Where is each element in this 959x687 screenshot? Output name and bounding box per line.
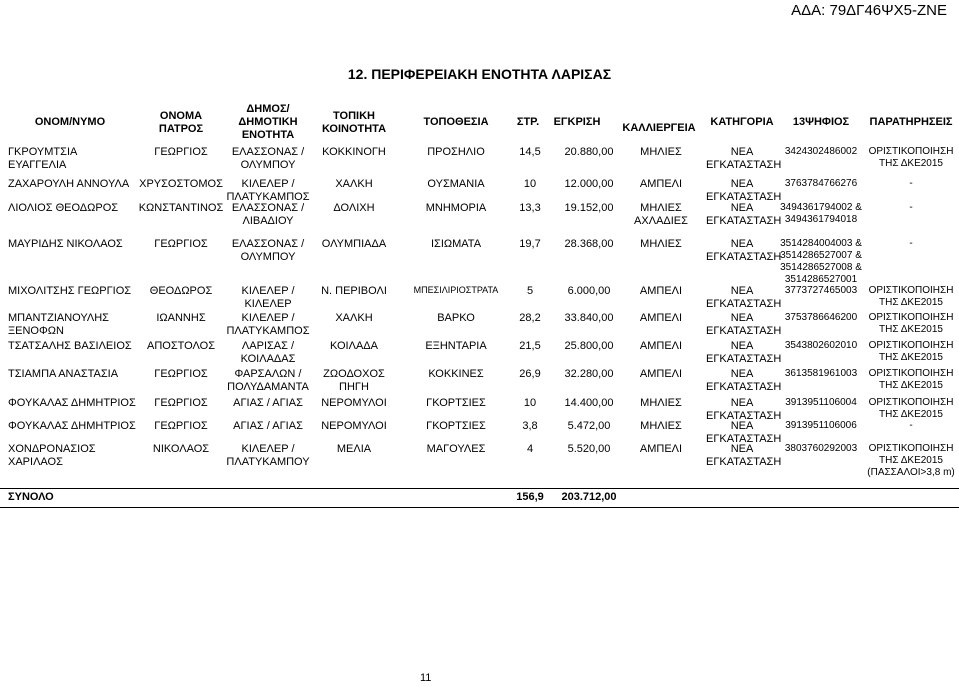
cell-father: ΓΕΩΡΓΙΟΣ (154, 146, 208, 158)
cell-kalliergeia: ΜΗΛΙΕΣ ΑΧΛΑΔΙΕΣ (634, 202, 688, 227)
cell-remarks: ΟΡΙΣΤΙΚΟΠΟΙΗΣΗ ΤΗΣ ΔΚΕ2015 (868, 340, 954, 363)
cell-egkrisi: 19.152,00 (564, 202, 614, 214)
cell-remarks: - (909, 238, 913, 249)
cell-egkrisi: 25.800,00 (564, 340, 614, 352)
cell-code: 3613581961003 (784, 368, 858, 379)
cell-str: 5 (526, 285, 534, 297)
cell-topothesia: ΠΡΟΣΗΛΙΟ (427, 146, 485, 158)
total-str: 156,9 (516, 491, 544, 503)
col-header-kalliergeia: ΚΑΛΛΙΕΡΓΕΙΑ (622, 122, 696, 134)
cell-name: ΧΟΝΔΡΟΝΑΣΙΟΣ ΧΑΡΙΛΑΟΣ (8, 443, 96, 468)
col-header-code: 13ΨΗΦΙΟΣ (792, 116, 850, 128)
cell-father: ΑΠΟΣΤΟΛΟΣ (147, 340, 215, 352)
cell-name: ΤΣΙΑΜΠΑ ΑΝΑΣΤΑΣΙΑ (8, 368, 119, 380)
cell-dimos: ΚΙΛΕΛΕΡ / ΠΛΑΤΥΚΑΜΠΟΣ (226, 178, 310, 203)
cell-str: 28,2 (519, 312, 541, 324)
total-label: ΣΥΝΟΛΟ (8, 491, 54, 503)
cell-father: ΚΩΝΣΤΑΝΤΙΝΟΣ (138, 202, 224, 214)
cell-str: 10 (523, 178, 537, 190)
cell-code: 3773727465003 (784, 285, 858, 296)
cell-code: 3494361794002 & 3494361794018 (780, 202, 862, 225)
cell-katigoria: ΝΕΑ ΕΓΚΑΤΑΣΤΑΣΗ (706, 285, 782, 310)
cell-koinotita: ΝΕΡΟΜΥΛΟΙ (321, 420, 387, 432)
cell-egkrisi: 5.520,00 (567, 443, 611, 455)
cell-kalliergeia: ΑΜΠΕΛΙ (639, 312, 683, 324)
cell-father: ΘΕΟΔΩΡΟΣ (149, 285, 213, 297)
cell-kalliergeia: ΜΗΛΙΕΣ (640, 146, 682, 158)
cell-koinotita: ΟΛΥΜΠΙΑΔΑ (321, 238, 387, 250)
col-header-dimos: ΔΗΜΟΣ/ ΔΗΜΟΤΙΚΗ ΕΝΟΤΗΤΑ (238, 103, 298, 141)
cell-topothesia: ΒΑΡΚΟ (437, 312, 475, 324)
cell-name: ΦΟΥΚΑΛΑΣ ΔΗΜΗΤΡΙΟΣ (8, 420, 136, 432)
cell-kalliergeia: ΜΗΛΙΕΣ (640, 238, 682, 250)
cell-remarks: - (909, 202, 913, 213)
cell-str: 3,8 (522, 420, 538, 432)
cell-katigoria: ΝΕΑ ΕΓΚΑΤΑΣΤΑΣΗ (706, 368, 782, 393)
cell-topothesia: ΕΞΗΝΤΑΡΙΑ (425, 340, 487, 352)
cell-katigoria: ΝΕΑ ΕΓΚΑΤΑΣΤΑΣΗ (706, 397, 782, 422)
cell-dimos: ΦΑΡΣΑΛΩΝ / ΠΟΛΥΔΑΜΑΝΤΑ (227, 368, 309, 393)
cell-dimos: ΕΛΑΣΣΟΝΑΣ / ΛΙΒΑΔΙΟΥ (231, 202, 305, 227)
cell-str: 14,5 (519, 146, 541, 158)
cell-father: ΙΩΑΝΝΗΣ (156, 312, 206, 324)
document-code: ΑΔΑ: 79ΔΓ46ΨΧ5-ΖΝΕ (791, 2, 947, 19)
cell-code: 3424302486002 (784, 146, 858, 157)
col-header-egkrisi: ΕΓΚΡΙΣΗ (553, 116, 601, 128)
cell-topothesia: ΚΟΚΚΙΝΕΣ (428, 368, 484, 380)
cell-topothesia: ΜΠΕΣΙΛΙΡΙΟΣΤΡΑΤΑ (413, 285, 499, 295)
total-bottom-rule (0, 507, 959, 508)
cell-name: ΓΚΡΟΥΜΤΣΙΑ ΕΥΑΓΓΕΛΙΑ (8, 146, 77, 171)
cell-topothesia: ΟΥΣΜΑΝΙΑ (427, 178, 485, 190)
cell-code: 3913951106006 (785, 420, 857, 431)
cell-egkrisi: 28.368,00 (564, 238, 614, 250)
cell-topothesia: ΙΣΙΩΜΑΤΑ (430, 238, 482, 250)
col-header-father: ΟΝΟΜΑ ΠΑΤΡΟΣ (158, 110, 204, 135)
col-header-topothesia: ΤΟΠΟΘΕΣΙΑ (423, 116, 489, 128)
cell-katigoria: ΝΕΑ ΕΓΚΑΤΑΣΤΑΣΗ (706, 178, 782, 203)
cell-father: ΓΕΩΡΓΙΟΣ (154, 397, 208, 409)
cell-kalliergeia: ΑΜΠΕΛΙ (639, 368, 683, 380)
cell-koinotita: ΚΟΙΛΑΔΑ (330, 340, 378, 352)
cell-code: 3543802602010 (784, 340, 858, 351)
cell-code: 3514284004003 & 3514286527007 & 3514286527008 & 3514286527001 (780, 238, 862, 285)
cell-remarks: ΟΡΙΣΤΙΚΟΠΟΙΗΣΗ ΤΗΣ ΔΚΕ2015 (ΠΑΣΣΑΛΟΙ>3,8 m) (867, 443, 955, 478)
col-header-katigoria: ΚΑΤΗΓΟΡΙΑ (710, 116, 774, 128)
cell-egkrisi: 20.880,00 (564, 146, 614, 158)
cell-kalliergeia: ΑΜΠΕΛΙ (639, 178, 683, 190)
cell-name: ΜΙΧΟΛΙΤΣΗΣ ΓΕΩΡΓΙΟΣ (8, 285, 132, 297)
cell-kalliergeia: ΑΜΠΕΛΙ (639, 340, 683, 352)
cell-koinotita: ΔΟΛΙΧΗ (333, 202, 375, 214)
cell-katigoria: ΝΕΑ ΕΓΚΑΤΑΣΤΑΣΗ (706, 340, 782, 365)
cell-str: 10 (523, 397, 537, 409)
cell-katigoria: ΝΕΑ ΕΓΚΑΤΑΣΤΑΣΗ (706, 443, 782, 468)
cell-koinotita: ΧΑΛΚΗ (335, 178, 373, 190)
cell-koinotita: Ν. ΠΕΡΙΒΟΛΙ (321, 285, 387, 297)
cell-str: 26,9 (519, 368, 541, 380)
cell-remarks: ΟΡΙΣΤΙΚΟΠΟΙΗΣΗ ΤΗΣ ΔΚΕ2015 (868, 397, 954, 420)
cell-kalliergeia: ΜΗΛΙΕΣ (640, 420, 682, 432)
cell-name: ΜΠΑΝΤΖΙΑΝΟΥΛΗΣ ΞΕΝΟΦΩΝ (8, 312, 109, 337)
col-header-koinotita: ΤΟΠΙΚΗ ΚΟΙΝΟΤΗΤΑ (321, 110, 387, 135)
cell-str: 21,5 (519, 340, 541, 352)
cell-dimos: ΛΑΡΙΣΑΣ / ΚΟΙΛΑΔΑΣ (240, 340, 296, 365)
cell-koinotita: ΧΑΛΚΗ (335, 312, 373, 324)
cell-remarks: ΟΡΙΣΤΙΚΟΠΟΙΗΣΗ ΤΗΣ ΔΚΕ2015 (868, 146, 954, 169)
cell-remarks: - (909, 178, 913, 189)
col-header-remarks: ΠΑΡΑΤΗΡΗΣΕΙΣ (869, 116, 953, 128)
cell-koinotita: ΚΟΚΚΙΝΟΓΗ (322, 146, 386, 158)
cell-katigoria: ΝΕΑ ΕΓΚΑΤΑΣΤΑΣΗ (706, 420, 782, 445)
cell-topothesia: ΓΚΟΡΤΣΙΕΣ (426, 397, 486, 409)
cell-dimos: ΚΙΛΕΛΕΡ / ΠΛΑΤΥΚΑΜΠΟΣ (226, 312, 310, 337)
cell-code: 3913951106004 (785, 397, 857, 408)
cell-koinotita: ΝΕΡΟΜΥΛΟΙ (321, 397, 387, 409)
cell-str: 19,7 (519, 238, 541, 250)
cell-egkrisi: 14.400,00 (564, 397, 614, 409)
cell-katigoria: ΝΕΑ ΕΓΚΑΤΑΣΤΑΣΗ (706, 146, 782, 171)
cell-dimos: ΑΓΙΑΣ / ΑΓΙΑΣ (233, 420, 303, 432)
cell-egkrisi: 32.280,00 (564, 368, 614, 380)
cell-father: ΝΙΚΟΛΑΟΣ (152, 443, 210, 455)
cell-name: ΛΙΟΛΙΟΣ ΘΕΟΔΩΡΟΣ (8, 202, 119, 214)
total-divider (0, 488, 959, 489)
cell-katigoria: ΝΕΑ ΕΓΚΑΤΑΣΤΑΣΗ (706, 238, 782, 263)
cell-name: ΤΣΑΤΣΑΛΗΣ ΒΑΣΙΛΕΙΟΣ (8, 340, 132, 352)
cell-remarks: ΟΡΙΣΤΙΚΟΠΟΙΗΣΗ ΤΗΣ ΔΚΕ2015 (868, 368, 954, 391)
cell-father: ΓΕΩΡΓΙΟΣ (154, 420, 208, 432)
cell-dimos: ΕΛΑΣΣΟΝΑΣ / ΟΛΥΜΠΟΥ (231, 146, 305, 171)
cell-topothesia: ΓΚΟΡΤΣΙΕΣ (426, 420, 486, 432)
cell-koinotita: ΖΩΟΔΟΧΟΣ ΠΗΓΗ (323, 368, 385, 393)
cell-kalliergeia: ΑΜΠΕΛΙ (639, 443, 683, 455)
cell-str: 4 (526, 443, 534, 455)
cell-str: 13,3 (519, 202, 541, 214)
cell-topothesia: ΜΑΓΟΥΛΕΣ (426, 443, 486, 455)
cell-kalliergeia: ΜΗΛΙΕΣ (640, 397, 682, 409)
cell-code: 3753786646200 (784, 312, 858, 323)
cell-remarks: ΟΡΙΣΤΙΚΟΠΟΙΗΣΗ ΤΗΣ ΔΚΕ2015 (868, 285, 954, 308)
cell-name: ΖΑΧΑΡΟΥΛΗ ΑΝΝΟΥΛΑ (8, 178, 130, 190)
cell-name: ΦΟΥΚΑΛΑΣ ΔΗΜΗΤΡΙΟΣ (8, 397, 136, 409)
cell-father: ΓΕΩΡΓΙΟΣ (154, 368, 208, 380)
cell-egkrisi: 6.000,00 (567, 285, 611, 297)
col-header-str: ΣΤΡ. (516, 116, 540, 128)
cell-topothesia: ΜΝΗΜΟΡΙΑ (425, 202, 487, 214)
cell-egkrisi: 12.000,00 (564, 178, 614, 190)
cell-dimos: ΕΛΑΣΣΟΝΑΣ / ΟΛΥΜΠΟΥ (231, 238, 305, 263)
col-header-name: ΟΝΟΜ/ΝΥΜΟ (34, 116, 106, 128)
cell-dimos: ΚΙΛΕΛΕΡ / ΠΛΑΤΥΚΑΜΠΟΥ (226, 443, 310, 468)
cell-koinotita: ΜΕΛΙΑ (336, 443, 372, 455)
cell-code: 3803760292003 (784, 443, 858, 454)
cell-remarks: ΟΡΙΣΤΙΚΟΠΟΙΗΣΗ ΤΗΣ ΔΚΕ2015 (868, 312, 954, 335)
cell-egkrisi: 5.472,00 (567, 420, 611, 432)
total-egkrisi: 203.712,00 (561, 491, 617, 503)
cell-name: ΜΑΥΡΙΔΗΣ ΝΙΚΟΛΑΟΣ (8, 238, 123, 250)
cell-code: 3763784766276 (784, 178, 858, 189)
cell-dimos: ΚΙΛΕΛΕΡ / ΚΙΛΕΛΕΡ (241, 285, 295, 310)
cell-egkrisi: 33.840,00 (564, 312, 614, 324)
cell-dimos: ΑΓΙΑΣ / ΑΓΙΑΣ (233, 397, 303, 409)
page-number: 11 (420, 672, 432, 684)
cell-father: ΓΕΩΡΓΙΟΣ (154, 238, 208, 250)
cell-father: ΧΡΥΣΟΣΤΟΜΟΣ (139, 178, 223, 190)
table-title: 12. ΠΕΡΙΦΕΡΕΙΑΚΗ ΕΝΟΤΗΤΑ ΛΑΡΙΣΑΣ (347, 66, 612, 82)
cell-katigoria: ΝΕΑ ΕΓΚΑΤΑΣΤΑΣΗ (706, 312, 782, 337)
cell-katigoria: ΝΕΑ ΕΓΚΑΤΑΣΤΑΣΗ (706, 202, 782, 227)
cell-remarks: - (909, 420, 913, 431)
cell-kalliergeia: ΑΜΠΕΛΙ (639, 285, 683, 297)
